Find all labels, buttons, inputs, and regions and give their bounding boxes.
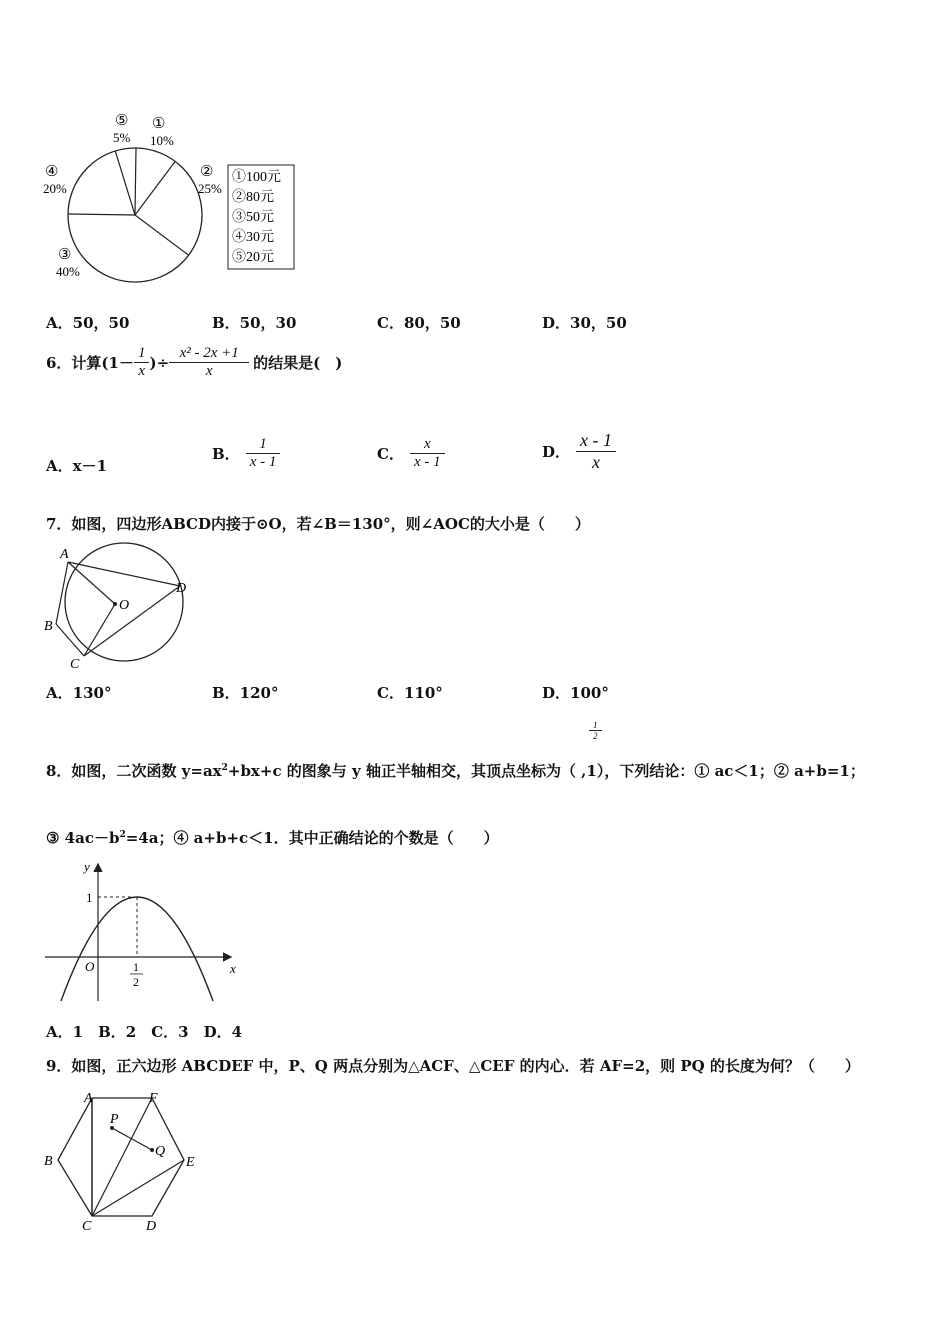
q7-radius-co	[84, 604, 115, 656]
pie-slice-mark: ④	[45, 164, 59, 180]
q8-line1-b: +bx+c 的图象与 y 轴正半轴相交，其顶点坐标为（ ,1），下列结论：① ac＜1；② a+b=1；	[227, 762, 865, 780]
q7-center-dot	[113, 602, 117, 606]
q6-frac2-num: x² - 2x +1	[179, 345, 239, 361]
q7-option-a[interactable]: A．130°	[46, 684, 112, 702]
q7-side-bc	[56, 624, 84, 656]
q9-hexagon-figure	[40, 1088, 210, 1233]
question-8-line2	[46, 827, 499, 848]
q6-option-d[interactable]	[542, 430, 616, 473]
q6-frac1-num: 1	[137, 345, 146, 361]
q6-option-d-den: x	[576, 451, 616, 473]
q6-option-d-num: x - 1	[580, 430, 612, 450]
option-d[interactable]: D．30，50	[542, 314, 627, 332]
pie-slice-boundary	[135, 215, 189, 255]
q8-label-half-den: 2	[133, 975, 139, 989]
q8-line2-b: =4a；④ a+b+c＜1．其中正确结论的个数是（ ）	[125, 829, 499, 847]
q8-label-origin: O	[85, 959, 95, 974]
pie-slice-pct: 10%	[150, 133, 174, 148]
q6-option-c-frac	[410, 436, 445, 471]
pie-legend-item: ①100元	[232, 170, 281, 185]
q8-sup-2b: 2	[119, 830, 126, 840]
q6-option-b-label: B．	[212, 445, 240, 463]
pie-legend-item: ⑤20元	[232, 250, 274, 265]
q8-label-y: y	[84, 859, 90, 874]
question-7: 7．如图，四边形ABCD内接于⊙O，若∠B＝130°，则∠AOC的大小是（ ）	[46, 515, 590, 533]
q7-label-d: D	[176, 581, 187, 596]
q7-option-d[interactable]: D．100°	[542, 684, 609, 702]
q6-option-c-num: x	[423, 436, 431, 452]
q6-frac2-den: x	[169, 362, 249, 380]
q7-side-da	[68, 562, 180, 586]
q7-label-c: C	[70, 657, 80, 672]
q9-label-p: P	[110, 1112, 119, 1127]
q8-label-half-num: 1	[133, 960, 139, 974]
q8-options[interactable]: A．1 B．2 C．3 D．4	[46, 1023, 243, 1041]
pie-slice-pct: 5%	[113, 130, 131, 145]
q8-label-x: x	[230, 961, 236, 976]
pie-slice-boundary	[68, 214, 135, 215]
q9-label-q: Q	[155, 1144, 166, 1159]
q8-sup-2: 2	[221, 763, 228, 773]
q6-option-a[interactable]: A．x－1	[46, 457, 108, 475]
pie-slice-pct: 25%	[198, 181, 222, 196]
pie-slice-mark: ②	[200, 164, 214, 180]
q6-option-b-num: 1	[259, 436, 267, 452]
q6-option-b-frac	[246, 436, 281, 471]
q8-half-num: 1	[593, 720, 598, 730]
q7-label-o: O	[119, 598, 130, 613]
q6-option-c[interactable]	[377, 436, 445, 471]
q6-option-b-den: x - 1	[246, 453, 281, 471]
q9-line-pq	[112, 1128, 152, 1150]
q7-label-a: A	[60, 547, 69, 562]
pie-slice-mark: ①	[152, 116, 166, 132]
q6-option-d-label: D．	[542, 443, 571, 461]
q8-line1-a: 8．如图，二次函数 y=ax	[46, 762, 222, 780]
q6-fraction-2	[169, 345, 249, 380]
q6-option-c-label: C．	[377, 445, 404, 463]
q6-suffix: 的结果是( )	[253, 354, 343, 372]
q7-side-cd	[84, 586, 180, 656]
q9-point-q	[150, 1148, 154, 1152]
option-c[interactable]: C．80，50	[377, 314, 461, 332]
question-9: 9．如图，正六边形 ABCDEF 中，P、Q 两点分别为△ACF、△CEF 的内心．若 AF=2，则 PQ 的长度为何？（ ）	[46, 1057, 860, 1075]
q6-frac1-den: x	[134, 362, 150, 380]
pie-slice-boundary	[115, 151, 135, 215]
q8-half-den: 2	[589, 730, 602, 741]
option-b[interactable]: B．50，30	[212, 314, 297, 332]
q6-option-d-frac	[576, 430, 616, 473]
q8-parabola-graph	[40, 855, 245, 1005]
q6-prefix: 6．计算(1－	[46, 354, 134, 372]
option-a[interactable]: A．50，50	[46, 314, 130, 332]
q9-label-c: C	[82, 1219, 92, 1233]
q6-option-c-den: x - 1	[410, 453, 445, 471]
q6-fraction-1	[134, 345, 150, 380]
pie-legend-item: ②80元	[232, 190, 274, 205]
q6-option-b[interactable]	[212, 436, 280, 471]
q9-label-e: E	[186, 1155, 195, 1170]
q9-label-f: F	[149, 1091, 158, 1106]
pie-legend-item: ③50元	[232, 210, 274, 225]
pie-slice-mark: ③	[58, 247, 72, 263]
q7-circle-figure	[40, 540, 200, 672]
q9-label-b: B	[44, 1154, 53, 1169]
q7-radius-ao	[68, 562, 115, 604]
q7-option-c[interactable]: C．110°	[377, 684, 443, 702]
q6-mid: )÷	[149, 353, 170, 372]
q8-line2-a: ③ 4ac－b	[46, 829, 120, 847]
question-8-line1	[46, 760, 865, 781]
pie-chart	[40, 108, 300, 283]
q8-label-one: 1	[86, 890, 93, 905]
q8-half-fraction	[589, 720, 602, 741]
question-6	[46, 345, 342, 380]
pie-slice-pct: 20%	[43, 181, 67, 196]
pie-slice-pct: 40%	[56, 264, 80, 279]
q9-label-a: A	[84, 1091, 93, 1106]
pie-legend-item: ④30元	[232, 230, 274, 245]
q9-label-d: D	[146, 1219, 157, 1233]
pie-slice-mark: ⑤	[115, 113, 129, 129]
q7-label-b: B	[44, 619, 53, 634]
q7-option-b[interactable]: B．120°	[212, 684, 279, 702]
pie-slice-boundary	[135, 161, 175, 215]
pie-slice-boundary	[135, 148, 136, 215]
